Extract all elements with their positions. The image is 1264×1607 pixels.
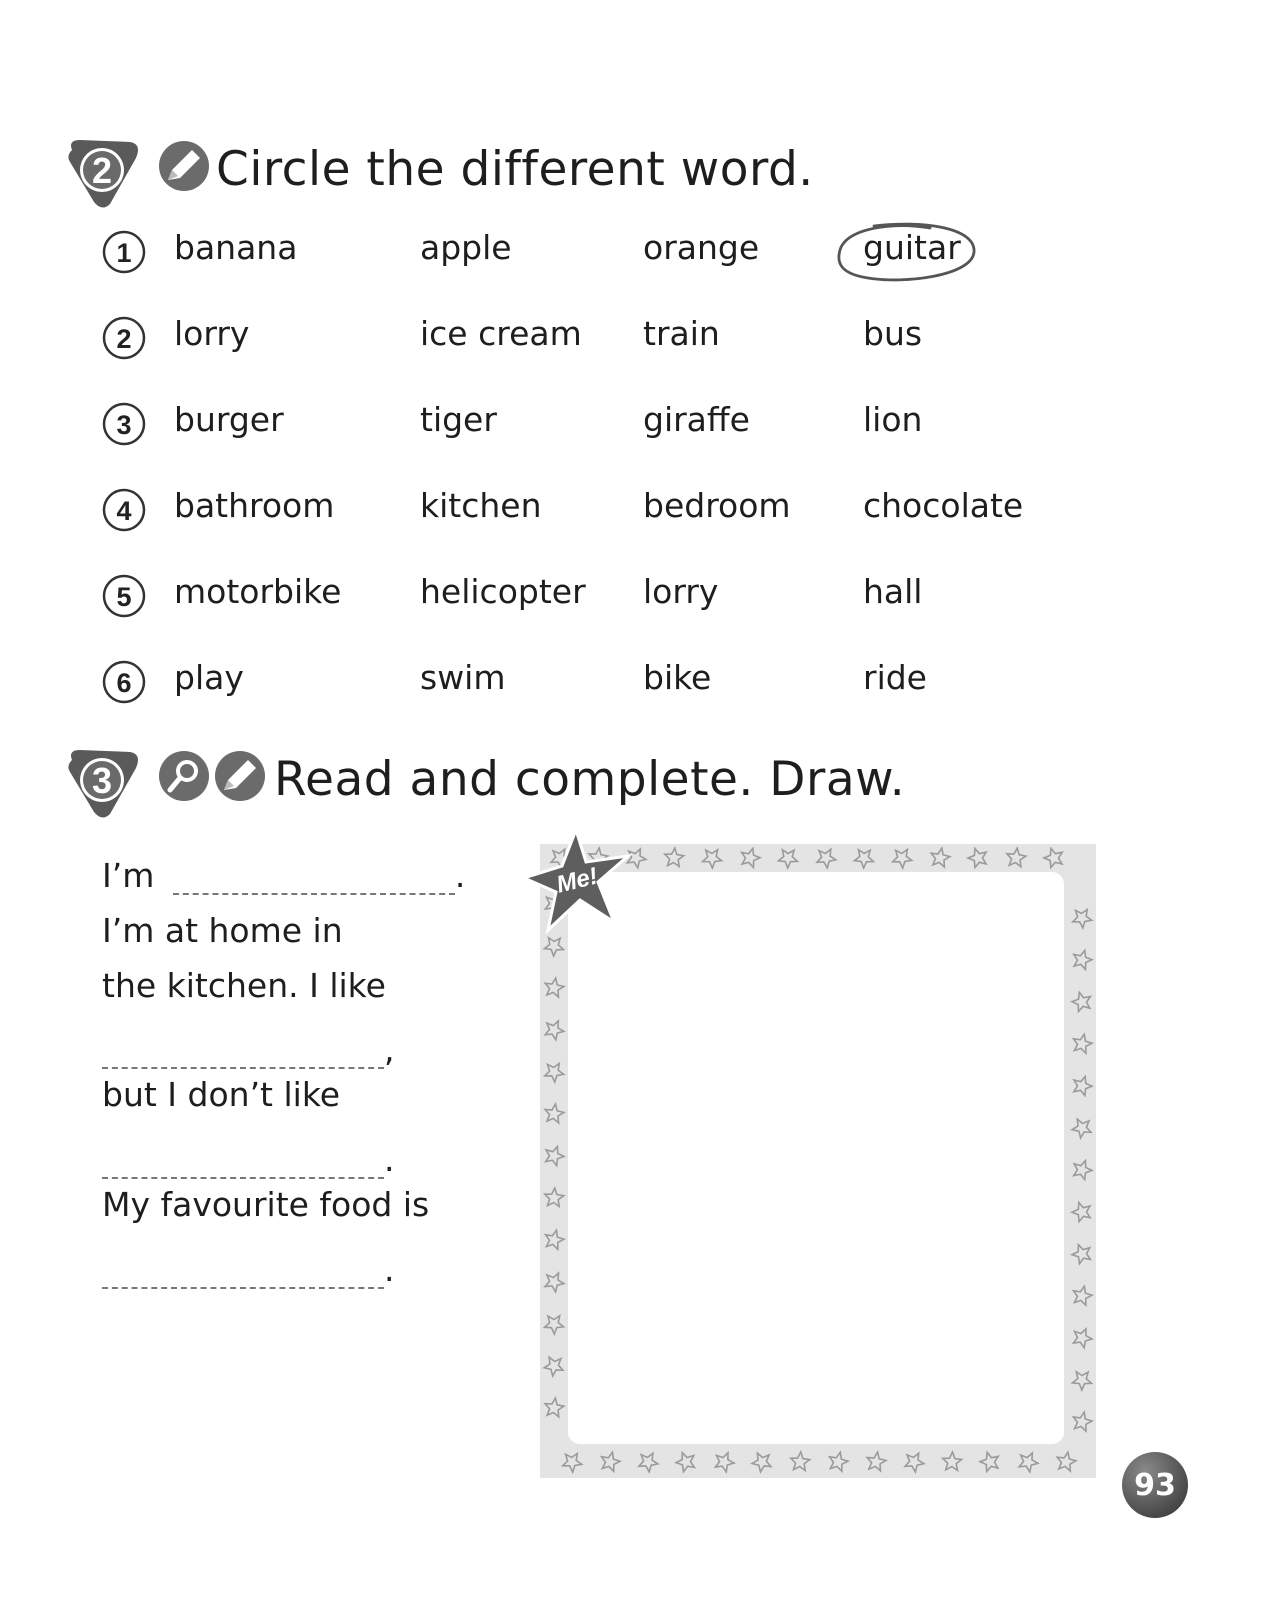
row-number-badge — [102, 488, 146, 532]
pencil-icon — [158, 140, 210, 192]
star-outline — [1019, 1453, 1038, 1472]
star-outline — [905, 1453, 924, 1472]
star-outline — [1044, 848, 1062, 867]
cloze-line-7: My favourite food is — [102, 1185, 430, 1224]
star-outline — [676, 1453, 694, 1472]
row-number: 6 — [116, 668, 132, 698]
row-number-badge — [102, 574, 146, 618]
star-outline — [1074, 1286, 1093, 1305]
star-outline — [545, 1021, 564, 1040]
star-outline — [791, 1452, 810, 1471]
answer-blank-name[interactable] — [173, 863, 455, 895]
star-outline — [546, 1230, 565, 1249]
star-outline — [1072, 1372, 1091, 1390]
answer-blank-food[interactable] — [102, 1257, 384, 1289]
word-option[interactable]: bedroom — [643, 486, 791, 525]
word-option[interactable]: tiger — [420, 400, 497, 439]
exercise-2-number: 2 — [91, 150, 113, 191]
word-option[interactable]: helicopter — [420, 572, 586, 611]
star-outline — [1073, 1329, 1092, 1348]
word-option[interactable]: banana — [174, 228, 298, 267]
row-number: 1 — [116, 238, 132, 268]
cloze-line-4 — [102, 1030, 395, 1069]
answer-blank-dislike[interactable] — [102, 1147, 384, 1179]
star-outline — [1074, 1034, 1093, 1053]
word-option[interactable]: orange — [643, 228, 760, 267]
cloze-line-2: I’m at home in — [102, 911, 343, 950]
word-option[interactable]: ice cream — [420, 314, 582, 353]
me-star-badge — [520, 826, 638, 936]
cloze-line-6 — [102, 1140, 395, 1179]
word-option[interactable]: giraffe — [643, 400, 750, 439]
answer-blank-like[interactable] — [102, 1037, 384, 1069]
star-outline — [1073, 1412, 1092, 1431]
star-outline — [931, 848, 950, 867]
word-option[interactable]: guitar — [863, 228, 961, 267]
cloze-line-1 — [102, 856, 465, 895]
pencil-icon — [214, 750, 266, 802]
star-outline — [830, 1452, 849, 1471]
star-outline — [1072, 992, 1090, 1011]
star-outline — [546, 1147, 564, 1166]
star-outline — [752, 1453, 771, 1472]
exercise-2-badge — [64, 136, 142, 210]
word-option[interactable]: train — [643, 314, 720, 353]
star-outline — [544, 1357, 563, 1376]
row-number-badge — [102, 660, 146, 704]
star-outline — [1074, 1161, 1092, 1180]
star-outline — [544, 938, 563, 956]
star-outline — [893, 850, 912, 869]
word-option[interactable]: bus — [863, 314, 923, 353]
star-outline — [742, 848, 760, 867]
row-number: 2 — [116, 324, 132, 354]
star-outline — [703, 850, 722, 868]
drawing-area[interactable] — [568, 872, 1064, 1444]
star-outline — [639, 1453, 658, 1472]
star-outline — [665, 848, 684, 867]
cloze-line-5: but I don’t like — [102, 1075, 341, 1114]
magnifier-icon — [158, 750, 210, 802]
exercise-3-heading: Read and complete. Draw. — [274, 752, 906, 807]
word-option[interactable]: kitchen — [420, 486, 542, 525]
star-outline — [1074, 1077, 1092, 1096]
star-outline — [545, 1273, 564, 1292]
star-outline — [563, 1454, 582, 1473]
star-outline — [1072, 1203, 1090, 1222]
star-outline — [968, 849, 986, 868]
row-number-badge — [102, 230, 146, 274]
word-option[interactable]: lorry — [643, 572, 719, 611]
page-number: 93 — [1122, 1452, 1188, 1518]
cloze-punct: . — [454, 856, 466, 895]
star-outline — [778, 850, 797, 868]
cloze-line-8 — [102, 1250, 395, 1289]
word-option[interactable]: ride — [863, 658, 927, 697]
exercise-3-number: 3 — [91, 760, 113, 801]
star-outline — [715, 1453, 734, 1472]
star-outline — [867, 1452, 886, 1471]
cloze-punct: . — [384, 1140, 395, 1179]
row-number: 4 — [116, 496, 132, 526]
row-number-badge — [102, 402, 146, 446]
star-outline — [602, 1452, 621, 1471]
star-outline — [1072, 1119, 1091, 1138]
word-option[interactable]: motorbike — [174, 572, 342, 611]
star-outline — [1057, 1452, 1076, 1471]
star-outline — [545, 1316, 564, 1334]
star-outline — [1007, 848, 1026, 867]
row-number: 5 — [116, 582, 132, 612]
word-option[interactable]: lion — [863, 400, 923, 439]
word-option[interactable]: bike — [643, 658, 712, 697]
word-option[interactable]: lorry — [174, 314, 250, 353]
star-outline — [817, 849, 836, 868]
star-outline — [854, 850, 873, 868]
me-label: Me! — [553, 862, 601, 899]
word-option[interactable]: apple — [420, 228, 512, 267]
exercise-2-heading: Circle the different word. — [216, 142, 814, 197]
answer-circle — [834, 220, 980, 290]
star-outline — [545, 1064, 564, 1083]
word-option[interactable]: chocolate — [863, 486, 1024, 525]
cloze-text: I’m — [102, 856, 155, 895]
star-outline — [545, 1398, 564, 1417]
cloze-punct: , — [384, 1030, 395, 1069]
star-outline — [545, 1104, 564, 1123]
star-outline — [545, 978, 564, 997]
row-number-badge — [102, 316, 146, 360]
word-option[interactable]: bathroom — [174, 486, 335, 525]
word-option[interactable]: play — [174, 658, 244, 697]
row-number: 3 — [116, 410, 132, 440]
star-outline — [1074, 950, 1092, 969]
star-outline — [943, 1452, 962, 1470]
star-outline — [545, 1188, 564, 1207]
star-outline — [1073, 910, 1092, 929]
word-option[interactable]: burger — [174, 400, 284, 439]
exercise-3-badge — [64, 746, 142, 820]
star-outline — [1072, 1245, 1090, 1264]
star-outline — [980, 1452, 998, 1471]
word-option[interactable]: hall — [863, 572, 923, 611]
word-option[interactable]: swim — [420, 658, 506, 697]
cloze-line-3: the kitchen. I like — [102, 966, 386, 1005]
cloze-punct: . — [384, 1250, 395, 1289]
